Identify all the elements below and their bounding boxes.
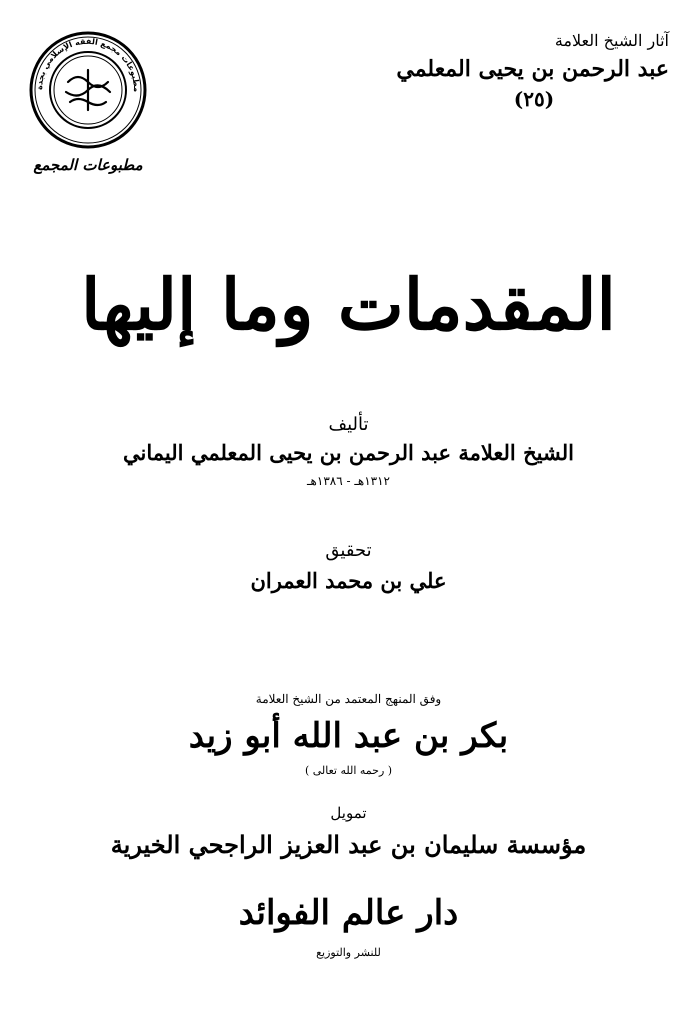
series-number: (٢٥) xyxy=(513,87,555,111)
seal-caption: مطبوعات المجمع xyxy=(33,156,143,174)
method-label: وفق المنهج المعتمد من الشيخ العلامة xyxy=(255,692,442,706)
author-years: ١٣١٢هـ - ١٣٨٦هـ xyxy=(307,474,390,488)
series-block xyxy=(369,30,669,112)
series-line: آثار الشيخ العلامة xyxy=(554,31,669,50)
publisher-subtitle: للنشر والتوزيع xyxy=(316,946,381,959)
foundation-name: مؤسسة سليمان بن عبد العزيز الراجحي الخيرية xyxy=(110,830,587,859)
editor-label: تحقيق xyxy=(325,540,372,561)
funding-label: تمويل xyxy=(330,804,367,822)
publisher-logo: دار عالم الفوائد xyxy=(238,893,459,933)
scholar-name: بكر بن عبد الله أبو زيد xyxy=(188,716,509,756)
series-author: عبد الرحمن بن يحيى المعلمي xyxy=(396,56,669,82)
editor-name: علي بن محمد العمران xyxy=(250,568,447,593)
academy-seal-icon xyxy=(28,30,148,150)
book-title: المقدمات وما إليها xyxy=(81,263,616,346)
author-name: الشيخ العلامة عبد الرحمن بن يحيى المعلمي اليماني xyxy=(123,440,574,465)
author-label: تأليف xyxy=(328,414,369,435)
seal-ring-text: مطبوعات مجمع الفقه الإسلامي بجدة xyxy=(34,36,142,93)
mercy-phrase: ( رحمه الله تعالى ) xyxy=(304,764,393,777)
